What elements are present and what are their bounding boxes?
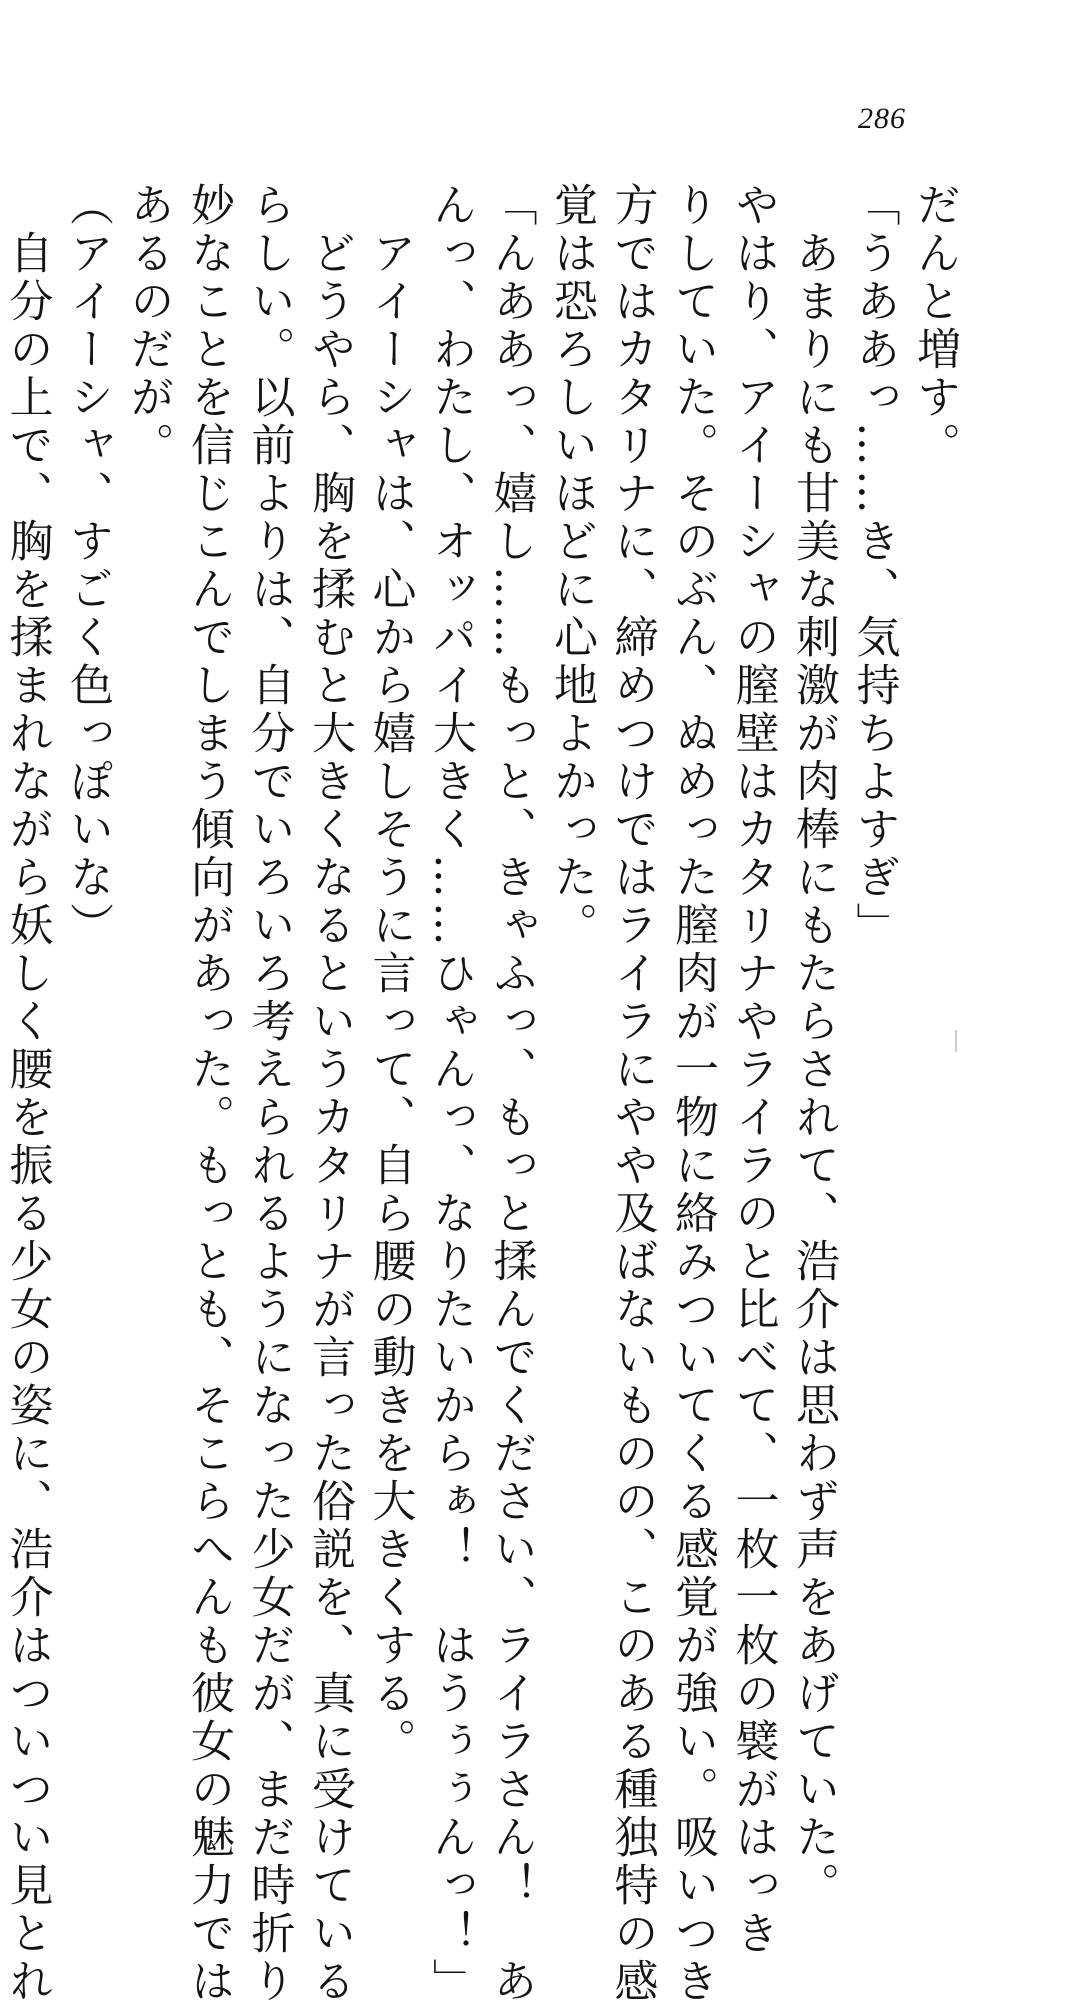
text-line: どうやら、胸を揉むと大きくなるというカタリナが言った俗説を、真に受けている [304,182,355,2006]
body-text [1,182,964,2006]
text-line: やはり、アイーシャの膣壁はカタリナやライラのと比べて、一枚一枚の襞がはっき [727,182,779,1958]
text-line: んっ、わたし、オッパイ大きく……ひゃんっ、なりたいからぁ！ はうぅぅんっ！」 [425,182,476,2006]
text-line: 妙なことを信じこんでしまう傾向があった。もっとも、そこらへんも彼女の魅力では [183,182,234,2006]
text-line: アイーシャは、心から嬉しそうに言って、自ら腰の動きを大きくする。 [364,182,416,1766]
text-line: りしていた。そのぶん、ぬめった膣肉が一物に絡みついてくる感覚が強い。吸いつき [667,182,718,2006]
page-number: 286 [858,102,906,135]
text-line: あまりにも甘美な刺激が肉棒にもたらされて、浩介は思わず声をあげていた。 [788,182,839,1910]
text-line: あるのだが。 [122,182,174,470]
text-line: らしい。以前よりは、自分でいろいろ考えられるようになった少女だが、まだ時折り [243,182,295,2006]
text-line: だんと増す。 [909,182,960,470]
text-line: 自分の上で、胸を揉まれながら妖しく腰を振る少女の姿に、浩介はついつい見とれ [1,182,53,2006]
text-line: 「んああっ、嬉し……もっと、きゃふっ、もっと揉んでください、ライラさん！ あ [485,182,537,2006]
text-line: 方ではカタリナに、締めつけではライラにやや及ばないものの、このある種独特の感 [606,182,658,2006]
text-line: 「うああっ……き、気持ちよすぎ」 [848,182,900,950]
text-line: （アイーシャ、すごく色っぽいな） [62,182,113,950]
text-line: 覚は恐ろしいほどに心地よかった。 [546,182,597,950]
scan-speck [955,1030,957,1052]
